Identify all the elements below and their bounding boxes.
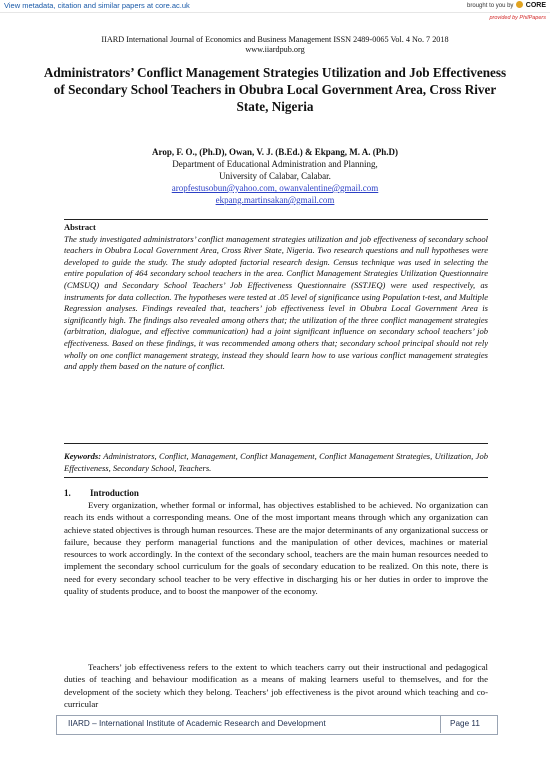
keywords-text: Administrators, Conflict, Management, Conflict Management, Conflict Management Strategies, Utilization, Job Effectiveness, Secondary School, Teachers. [64, 451, 488, 473]
core-brought-by: brought to you by [467, 3, 514, 9]
author-block [0, 146, 550, 206]
core-brand-name: CORE [525, 2, 546, 9]
keywords-label: Keywords: [64, 451, 102, 461]
paragraph: Teachers’ job effectiveness refers to the extent to which teachers carry out their instructional and pedagogical duties of teaching and behaviour modification as a means of making learners useful to themselves, and for the development of the society which they belong. Teachers’ job effectiveness is the pivot around which teaching and co-curricular [64, 662, 488, 709]
journal-header: IIARD International Journal of Economics and Business Management ISSN 2489-0065 Vol. 4 No. 7 2018 [101, 35, 449, 44]
author-names: Arop, F. O., (Ph.D), Owan, V. J. (B.Ed.) & Ekpang, M. A. (Ph.D) [152, 147, 398, 157]
abstract [64, 222, 488, 373]
section-heading [64, 488, 139, 498]
provided-by-label[interactable]: provided by PhilPapers [489, 15, 546, 21]
page-number: Page 11 [450, 719, 480, 728]
section-title: Introduction [90, 488, 139, 498]
page-footer [0, 715, 550, 737]
core-brand[interactable] [467, 1, 546, 9]
core-banner [0, 0, 550, 13]
paper-title: Administrators’ Conflict Management Strategies Utilization and Job Effectiveness of Secondary School Teachers in Obubra Local Government Area, Cross River State, Nigeria [43, 65, 507, 114]
keywords [64, 451, 488, 474]
paragraph: Every organization, whether formal or informal, has objectives established to be achieved. No organization can reach its ends without a corresponding means. One of the most important means through which any organization can achieve stated objectives is through human resources. These are the major determinants of any organizational success or failure, because they perform managerial functions and the manipulation of other devices, machines or material resources to work accordingly. In the context of the secondary school, teachers are the main human resources needed to implement the secondary school curriculum for the goals of secondary education to be realized. On this note, there is need for every secondary school teacher to be very effective in discharging his or her duties in order to improve the quality of students produce, and to boost the manpower of the economy. [64, 500, 488, 597]
author-emails-line1[interactable]: aropfestusobun@yahoo.com, owanvalentine@gmail.com [171, 183, 379, 193]
core-metadata-link[interactable]: View metadata, citation and similar papers at core.ac.uk [4, 1, 190, 10]
section-number: 1. [64, 488, 71, 498]
journal-website[interactable]: www.iiardpub.org [245, 45, 305, 54]
footer-separator [440, 715, 441, 733]
author-department: Department of Educational Administration and Planning, [172, 159, 378, 169]
abstract-bottom-rule [64, 443, 488, 444]
footer-institute: IIARD – International Institute of Academic Research and Development [68, 719, 326, 728]
abstract-text: The study investigated administrators’ conflict management strategies utilization and job effectiveness of secondary school teachers in Obubra Local Government Area, Cross River State, Nigeria. Two research questions and null hypotheses were developed to guide the study. The study adopted factorial research design. Census technique was used in selecting the entire population of 464 secondary school teachers in the area. Conflict Management Strategies Utilization Questionnaire (CMSUQ) and Secondary School Teachers’ Job Effectiveness Questionnaire (SSTJEQ) were used respectively, as instruments for data collection. The hypotheses were tested at .05 level of significance using Population t-test, and Multiple Regression analyses. Findings revealed that, teachers’ job effectiveness level in Obubra Local Government Area is significantly high. The findings also revealed among others that; the utilization of the three conflict management strategies (arbitration, dialogue, and effective communication) had a joint significant influence on secondary school teachers’ job effectiveness. Based on these findings, it was recommended among others that; secondary school principal should not rely wholly on one conflict management strategy, instead they should learn how to use various conflict management strategies and apply them based on the nature of conflict. [64, 233, 488, 372]
author-university: University of Calabar, Calabar. [219, 171, 331, 181]
abstract-top-rule [64, 219, 488, 220]
abstract-heading: Abstract [64, 222, 96, 232]
core-logo-icon [516, 1, 523, 8]
author-emails-line2[interactable]: ekpang.martinsakan@gmail.com [215, 195, 335, 205]
keywords-bottom-rule [64, 477, 488, 478]
